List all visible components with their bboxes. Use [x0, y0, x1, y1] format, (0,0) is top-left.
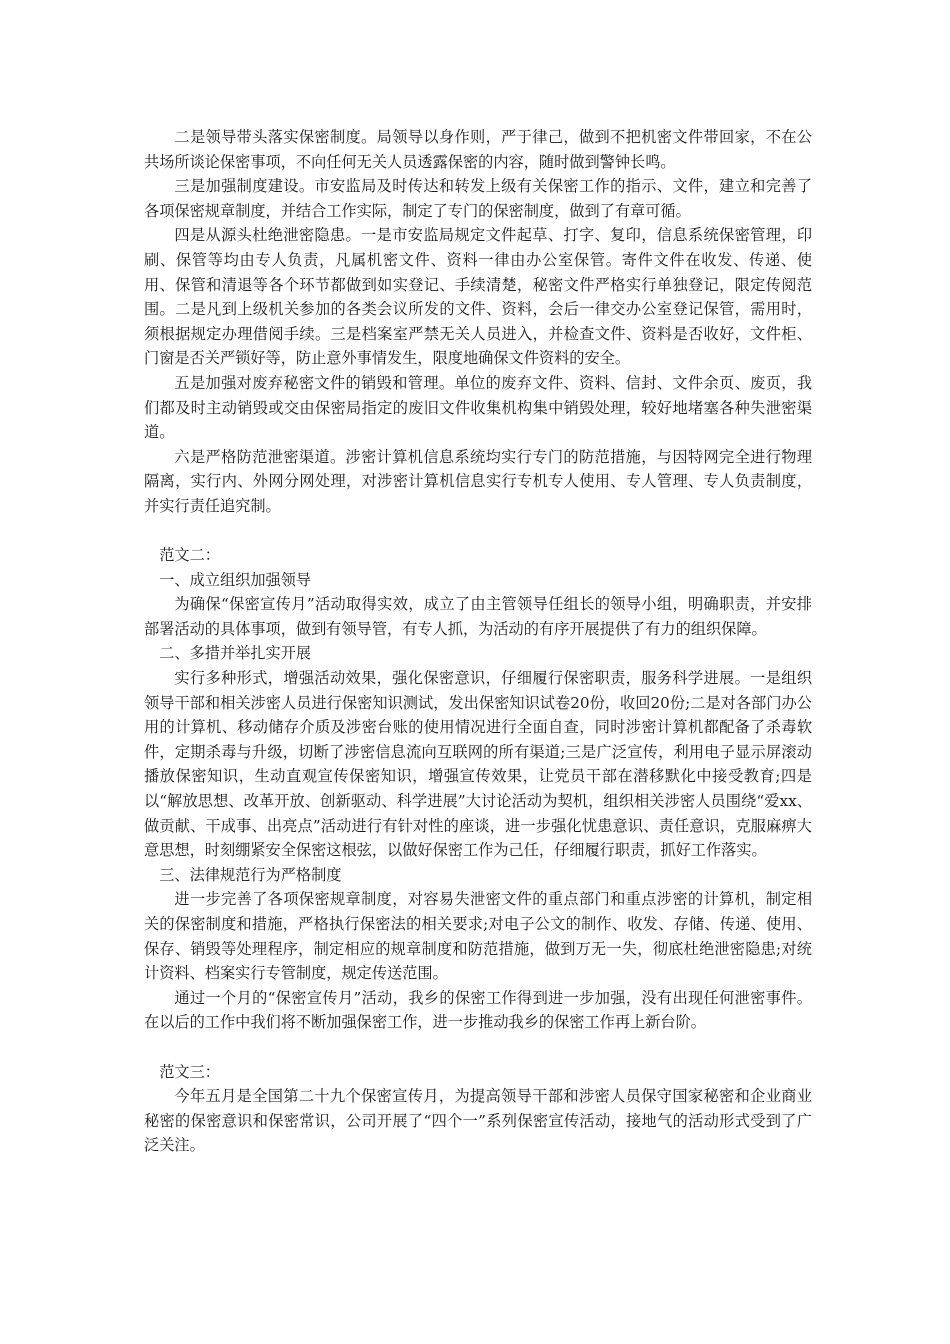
paragraph-system-building: 三是加强制度建设。市安监局及时传达和转发上级有关保密工作的指示、文件，建立和完善了各项保密规章制度，并结合工作实际，制定了专门的保密制度，做到了有章可循。 [144, 177, 812, 220]
sample2-paragraph-3: 进一步完善了各项保密规章制度，对容易失泄密文件的重点部门和重点涉密的计算机，制定相关的保密制度和措施，严格执行保密法的相关要求;对电子公文的制作、收发、存储、传递、使用、保存、销毁等处理程序，制定相应的规章制度和防范措施，做到万无一失，彻底杜绝泄密隐患;对统计资料、档案实行专管制度，规定传送范围。 [144, 890, 812, 983]
paragraph-document-destruction: 五是加强对废弃秘密文件的销毁和管理。单位的废弃文件、资料、信封、文件余页、废页，我们都及时主动销毁或交由保密局指定的废旧文件收集机构集中销毁处理，较好地堵塞各种失泄密渠道。 [144, 373, 812, 442]
document-body [144, 125, 812, 1158]
sample2-title: 范文二： [159, 546, 220, 565]
sample2-paragraph-2: 实行多种形式，增强活动效果，强化保密意识，仔细履行保密职责，服务科学进展。一是组织领导干部和相关涉密人员进行保密知识测试，发出保密知识试卷20份，收回20份;二是对各部门办公用的计算机、移动储存介质及涉密台账的使用情况进行全面自查，同时涉密计算机都配备了杀毒软件，定期杀毒与升级，切断了涉密信息流向互联网的所有渠道;三是广泛宣传，利用电子显示屏滚动播放保密知识，生动直观宣传保密知识，增强宣传效果，让党员干部在潜移默化中接受教育;四是以“解放思想、改革开放、创新驱动、科学进展”大讨论活动为契机，组织相关涉密人员围绕“爱xx、做贡献、干成事、出亮点”活动进行有针对性的座谈，进一步强化忧患意识、责任意识，克服麻痹大意思想，时刻绷紧安全保密这根弦，以做好保密工作为己任，仔细履行职责，抓好工作落实。 [144, 669, 812, 860]
sample3-paragraph-1: 今年五月是全国第二十九个保密宣传月，为提高领导干部和涉密人员保守国家秘密和企业商业秘密的保密意识和保密常识，公司开展了“四个一”系列保密宣传活动，接地气的活动形式受到了广泛关注。 [144, 1087, 812, 1155]
paragraph-channel-prevention: 六是严格防范泄密渠道。涉密计算机信息系统均实行专门的防范措施，与因特网完全进行物理隔离，实行内、外网分网处理，对涉密计算机信息实行专机专人使用、专人管理、专人负责制度，并实行责任追究制。 [144, 447, 812, 515]
sample2-paragraph-4: 通过一个月的“保密宣传月”活动，我乡的保密工作得到进一步加强，没有出现任何泄密事件。在以后的工作中我们将不断加强保密工作，进一步推动我乡的保密工作再上新台阶。 [144, 988, 812, 1032]
sample2-heading-1: 一、成立组织加强领导 [159, 570, 312, 589]
sample2-heading-3: 三、法律规范行为严格制度 [159, 865, 342, 884]
paragraph-leadership: 二是领导带头落实保密制度。局领导以身作则，严于律己，做到不把机密文件带回家，不在公共场所谈论保密事项，不向任何无关人员透露保密的内容，随时做到警钟长鸣。 [144, 128, 812, 171]
sample3-title: 范文三： [159, 1062, 220, 1081]
paragraph-source-prevention: 四是从源头杜绝泄密隐患。一是市安监局规定文件起草、打字、复印，信息系统保密管理，印刷、保管等均由专人负责，凡属机密文件、资料一律由办公室保管。寄件文件在收发、传递、使用、保管和清退等各个环节都做到如实登记、手续清楚，秘密文件严格实行单独登记，限定传阅范围。二是凡到上级机关参加的各类会议所发的文件、资料，会后一律交办公室登记保管，需用时，须根据规定办理借阅手续。三是档案室严禁无关人员进入，并检查文件、资料是否收好，文件柜、门窗是否关严锁好等，防止意外事情发生，限度地确保文件资料的安全。 [144, 226, 812, 368]
section-gap [144, 1035, 812, 1060]
section-gap [144, 519, 812, 544]
sample2-paragraph-1: 为确保“保密宣传月”活动取得实效，成立了由主管领导任组长的领导小组，明确职责，并安排部署活动的具体事项，做到有领导管，有专人抓，为活动的有序开展提供了有力的组织保障。 [144, 595, 812, 638]
sample2-heading-2: 二、多措并举扎实开展 [159, 644, 312, 663]
